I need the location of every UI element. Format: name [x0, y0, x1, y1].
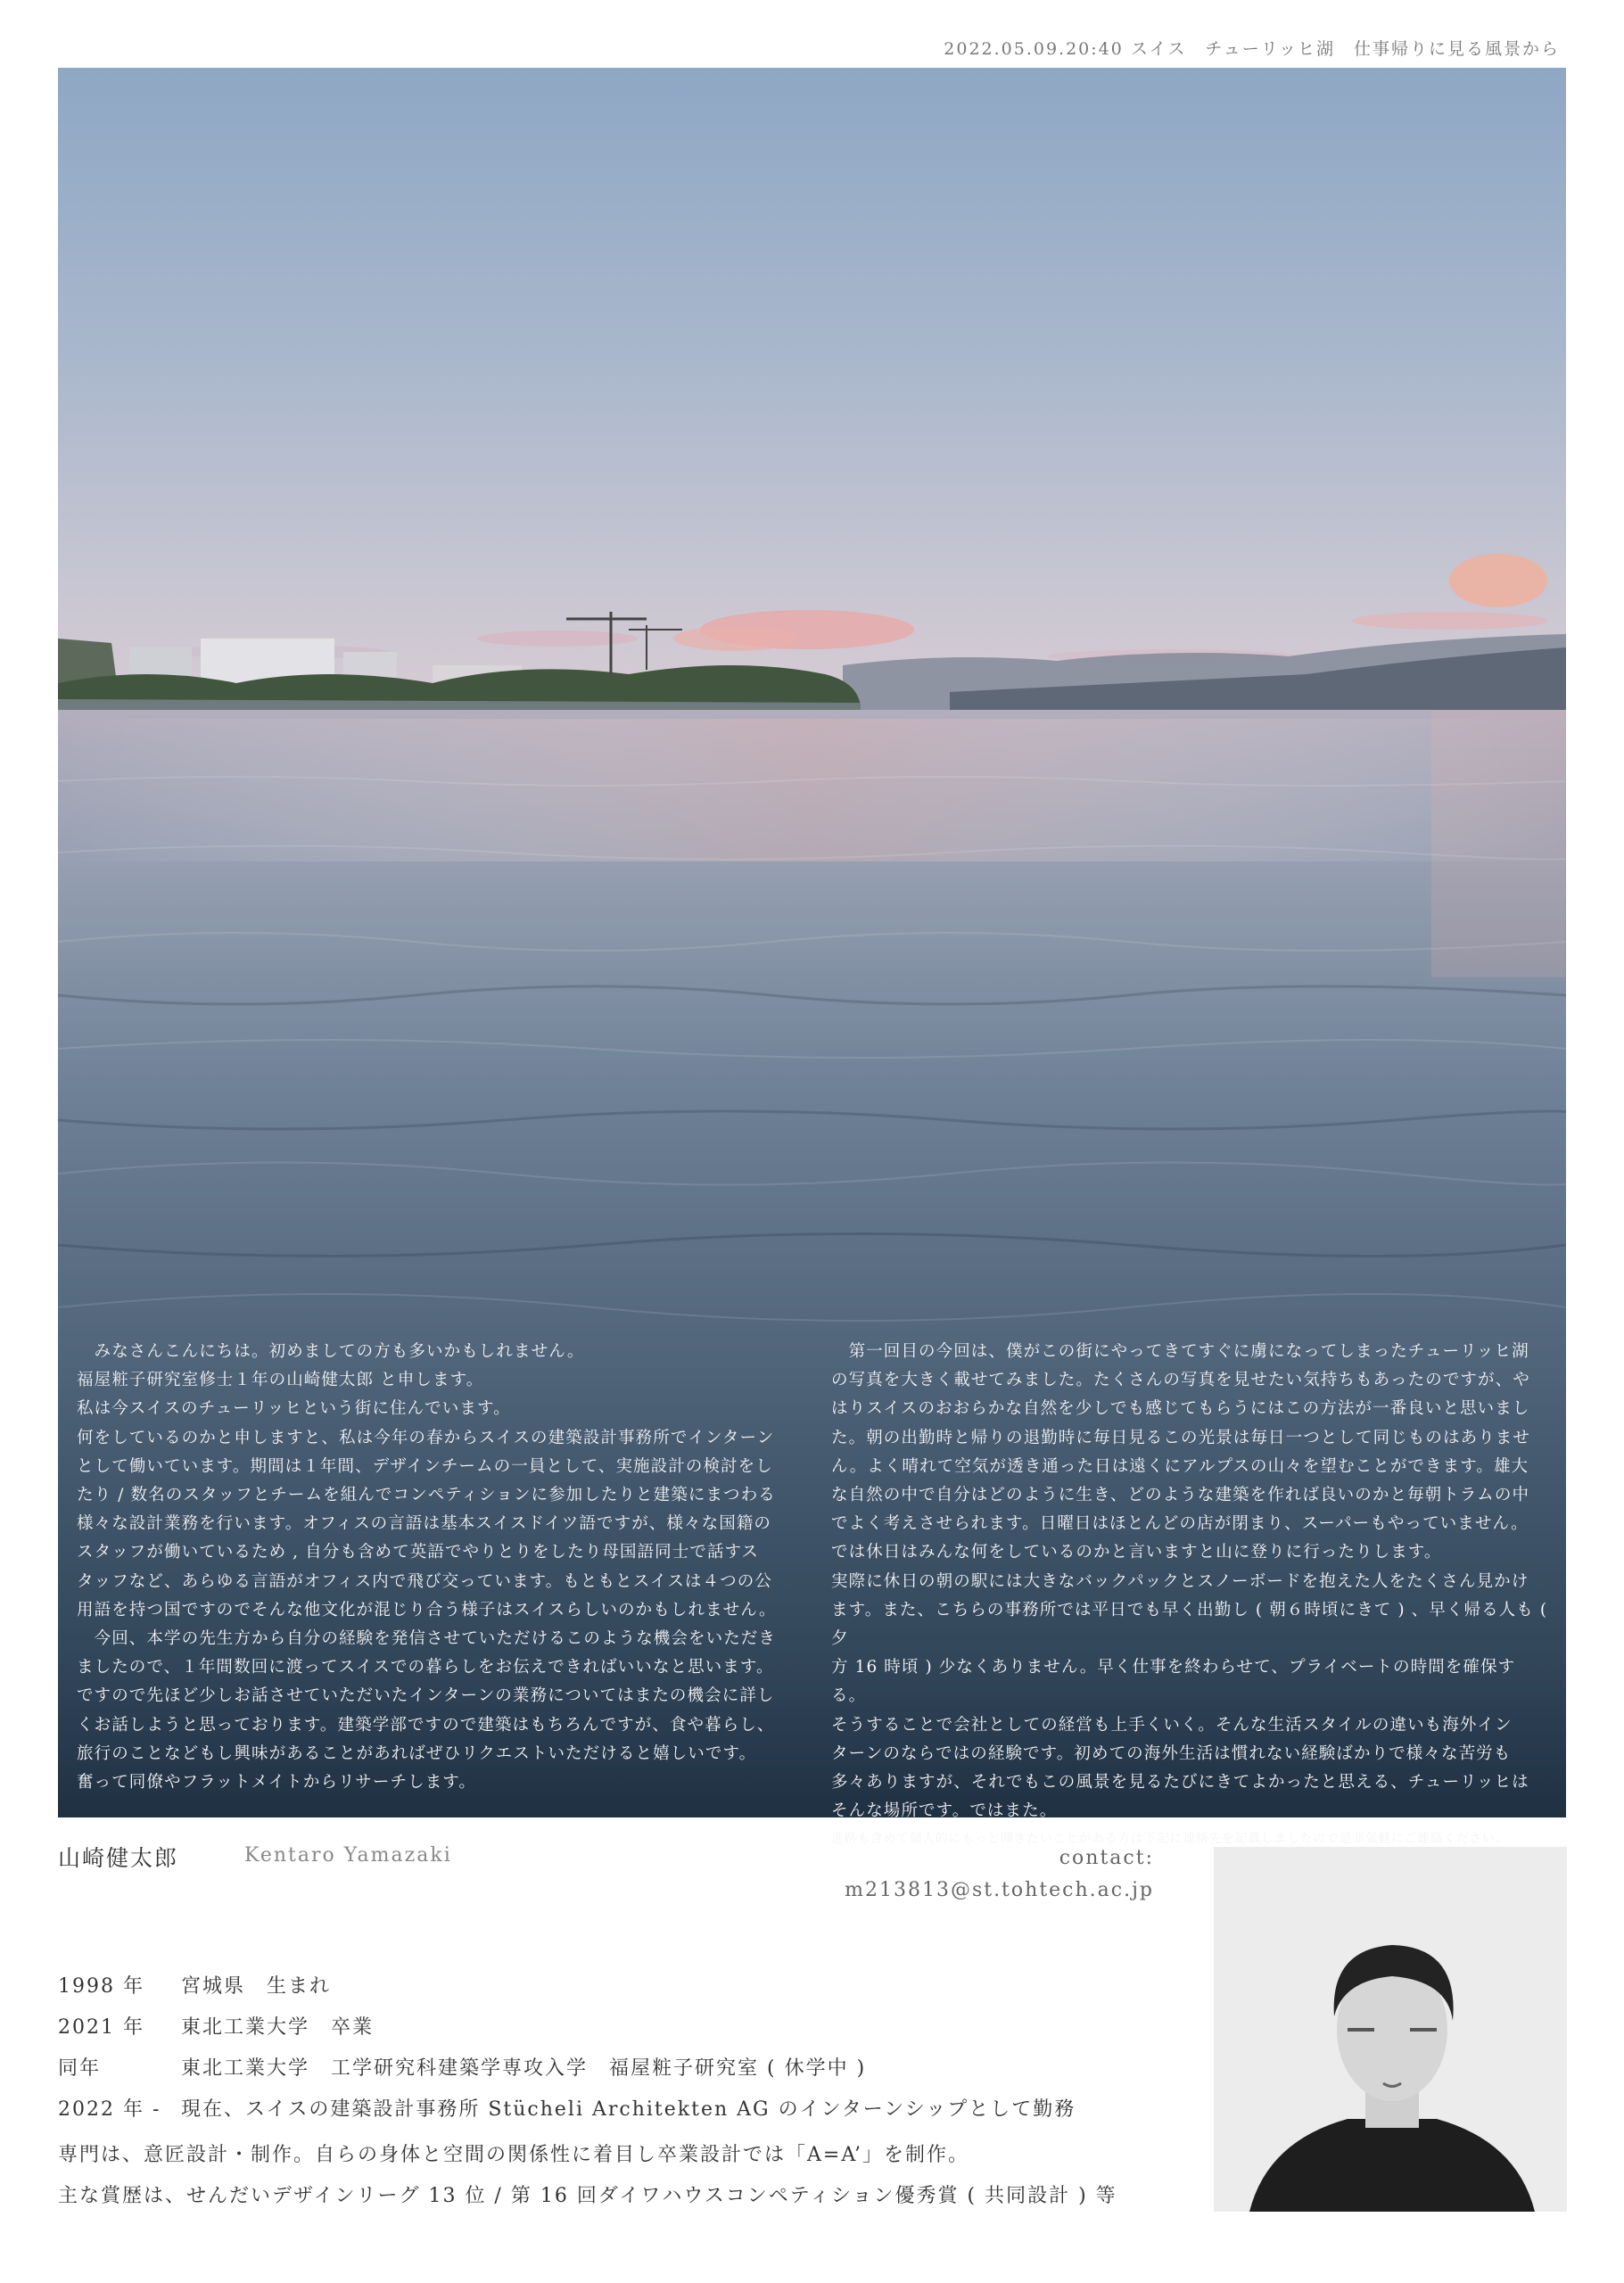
left_column-line: 私は今スイスのチューリッヒという街に住んでいます。 [77, 1399, 511, 1419]
timeline-text: 宮城県 生まれ [181, 1975, 332, 1998]
right_column-line: そうすることで会社としての経営も上手くいく。そんな生活スタイルの違いも海外イン [831, 1715, 1513, 1735]
timeline-row [58, 2089, 1076, 2131]
bio-line: 主な賞歴は、せんだいデザインリーグ 13 位 / 第 16 回ダイワハウスコンペティション優秀賞 ( 共同設計 ) 等 [58, 2185, 1117, 2207]
bio-text [58, 2135, 1117, 2217]
right_column-line: ます。また、こちらの事務所では平日でも早く出勤し ( 朝６時頃にきて ) 、早く帰る人も ( 夕 [831, 1600, 1548, 1649]
timeline-row [58, 1966, 1076, 2007]
portrait-icon [1214, 1847, 1567, 2212]
contact-email[interactable]: m213813@st.tohtech.ac.jp [845, 1879, 1154, 1901]
intro-text-left [77, 1338, 790, 1797]
timeline-row [58, 2007, 1076, 2048]
bio-line: 専門は、意匠設計・制作。自らの身体と空間の関係性に着目し卒業設計では「A=A’」を制作。 [58, 2144, 969, 2166]
right_column-line: 実際に休日の朝の駅には大きなバックパックとスノーボードを抱えた人をたくさん見かけ [831, 1571, 1529, 1591]
right_column-line: でよく考えさせられます。日曜日はほとんどの店が閉まり、スーパーもやっていません。 [831, 1514, 1529, 1534]
right_column-line: た。朝の出勤時と帰りの退勤時に毎日見るこの光景は毎日一つとして同じものはありませ [831, 1428, 1531, 1447]
left_column-line: 今回、本学の先生方から自分の経験を発信させていただけるこのような機会をいただき [77, 1629, 777, 1649]
right_column-line: ターンのならではの経験です。初めての海外生活は慣れない経験ばかりで様々な苦労も [831, 1743, 1512, 1763]
timeline-year: 2022 年 - [58, 2098, 161, 2121]
right_column-line: そんな場所です。ではまた。 [831, 1801, 1058, 1821]
timeline-year: 同年 [58, 2057, 102, 2080]
left_column-line: タッフなど、あらゆる言語がオフィス内で飛び交っています。もともとスイスは４つの公 [77, 1571, 772, 1591]
left_column-line: 福屋粧子研究室修士１年の山崎健太郎 と申します。 [77, 1371, 484, 1390]
timeline-year: 2021 年 [58, 2016, 144, 2039]
left_column-line: 何をしているのかと申しますと、私は今年の春からスイスの建築設計事務所でインターン [77, 1428, 775, 1447]
right_column-line: 多々ありますが、それでもこの風景を見るたびにきてよかったと思える、チューリッヒは [831, 1773, 1529, 1793]
left_column-line: ですので先ほど少しお話させていただいたインターンの業務についてはまたの機会に詳し [77, 1686, 775, 1706]
contact-note: 進路も含めて個人的にもっと聞きたいことがある方は下記に連絡先を記載しましたので是非気軽にご連絡ください。 [831, 1832, 1509, 1847]
timeline-text: 現在、スイスの建築設計事務所 Stücheli Architekten AG のインターンシップとして勤務 [181, 2098, 1076, 2121]
author-name-jp: 山崎健太郎 [58, 1845, 179, 1871]
left_column-line: たり / 数名のスタッフとチームを組んでコンペティションに参加したりと建築にまつわる [77, 1486, 776, 1505]
left_column-line: みなさんこんにちは。初めましての方も多いかもしれません。 [77, 1342, 585, 1361]
photo-caption: 2022.05.09.20:40 スイス チューリッヒ湖 仕事帰りに見る風景から [944, 39, 1560, 59]
right_column-line: の写真を大きく載せてみました。たくさんの写真を見せたい気持ちもあったのですが、や [831, 1371, 1530, 1390]
left_column-line: 奮って同僚やフラットメイトからリサーチします。 [77, 1773, 477, 1793]
right_column-line: な自然の中で自分はどのように生き、どのような建築を作れば良いのかと毎朝トラムの中 [831, 1486, 1530, 1505]
timeline-text: 東北工業大学 卒業 [181, 2016, 375, 2039]
right_column-line: 第一回目の今回は、僕がこの街にやってきてすぐに虜になってしまったチューリッヒ湖 [831, 1342, 1529, 1361]
timeline-row [58, 2048, 1076, 2089]
left_column-line: 旅行のことなどもし興味があることがあればぜひリクエストいただけると嬉しいです。 [77, 1743, 757, 1763]
timeline-text: 東北工業大学 工学研究科建築学専攻入学 福屋粧子研究室 ( 休学中 ) [181, 2057, 867, 2080]
right_column-line: 方 16 時頃 ) 少なくありません。早く仕事を終わらせて、プライベートの時間を確保する。 [831, 1658, 1516, 1706]
contact-label: contact: [1059, 1847, 1154, 1869]
author-name-en: Kentaro Yamazaki [244, 1844, 452, 1867]
left_column-line: 様々な設計業務を行います。オフィスの言語は基本スイスドイツ語ですが、様々な国籍の [77, 1514, 772, 1534]
right_column-line: では休日はみんな何をしているのかと言いますと山に登りに行ったりします。 [831, 1543, 1442, 1562]
right_column-line: はりスイスのおおらかな自然を少しでも感じてもらうにはこの方法が一番良いと思いまし [831, 1399, 1530, 1419]
left_column-line: 用語を持つ国ですのでそんな他文化が混じり合う様子はスイスらしいのかもしれません。 [77, 1600, 777, 1620]
timeline-year: 1998 年 [58, 1975, 144, 1998]
left_column-line: くお話しようと思っております。建築学部ですので建築はもちろんですが、食や暮らし、 [77, 1715, 775, 1735]
left_column-line: スタッフが働いているため , 自分も含めて英語でやりとりをしたり母国語同士で話すス [77, 1543, 760, 1562]
contact-block [845, 1842, 1154, 1907]
left_column-line: ましたので、１年間数回に渡ってスイスでの暮らしをお伝えできればいいなと思います。 [77, 1658, 774, 1677]
portrait-photo [1214, 1847, 1567, 2212]
left_column-line: として働いています。期間は１年間、デザインチームの一員として、実施設計の検討をし [77, 1456, 773, 1476]
career-timeline [58, 1966, 1076, 2131]
intro-text-right [831, 1338, 1548, 1852]
right_column-line: ん。よく晴れて空気が透き通った日は遠くにアルプスの山々を望むことができます。雄大 [831, 1456, 1529, 1476]
